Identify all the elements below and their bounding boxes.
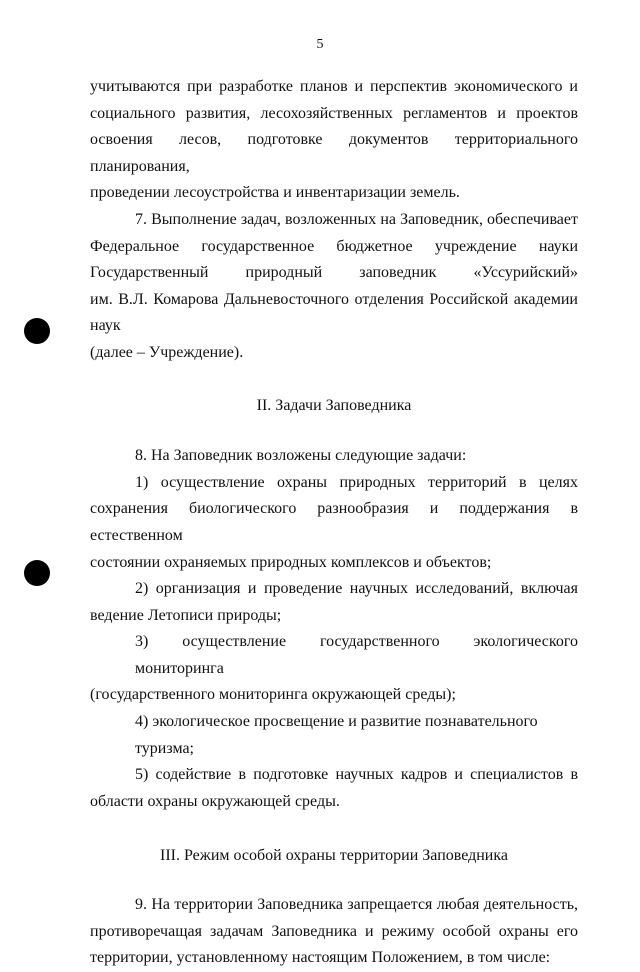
text-line: (далее – Учреждение). bbox=[90, 343, 244, 361]
task-item-5 bbox=[90, 762, 578, 815]
document-body bbox=[90, 74, 578, 972]
text-line: Федеральное государственное бюджетное учреждение науки bbox=[90, 237, 578, 255]
text-line: области охраны окружающей среды. bbox=[90, 792, 340, 810]
text-line: 3) осуществление государственного экологического мониторинга bbox=[135, 633, 578, 677]
text-line: освоения лесов, подготовке документов территориального планирования, bbox=[90, 131, 578, 175]
page-number: 5 bbox=[316, 37, 324, 52]
text-line: сохранения биологического разнообразия и поддержания в естественном bbox=[90, 500, 578, 544]
task-item-4 bbox=[90, 709, 578, 762]
paragraph-continued bbox=[90, 74, 578, 207]
text-line: состоянии охраняемых природных комплексов и объектов; bbox=[90, 553, 492, 571]
section-heading-2: II. Задачи Заповедника bbox=[256, 396, 412, 414]
text-line: 5) содействие в подготовке научных кадров и специалистов в bbox=[135, 766, 578, 784]
task-item-3 bbox=[90, 629, 578, 709]
text-line: Государственный природный заповедник «Уссурийский» bbox=[90, 264, 578, 282]
text-line: 2) организация и проведение научных исследований, включая bbox=[135, 580, 578, 598]
text-line: им. В.Л. Комарова Дальневосточного отделения Российской академии наук bbox=[90, 290, 578, 335]
text-line: проведении лесоустройства и инвентаризации земель. bbox=[90, 184, 460, 202]
paragraph-8: 8. На Заповедник возложены следующие задачи: bbox=[135, 447, 467, 465]
paragraph-7 bbox=[90, 207, 578, 367]
punch-hole-bottom bbox=[24, 560, 50, 586]
text-line: 4) экологическое просвещение и развитие познавательного туризма; bbox=[135, 713, 538, 757]
text-line: (государственного мониторинга окружающей среды); bbox=[90, 686, 456, 704]
task-item-2 bbox=[90, 576, 578, 629]
text-line: 9. На территории Заповедника запрещается любая деятельность, bbox=[135, 896, 578, 914]
paragraph-9 bbox=[90, 892, 578, 972]
text-line: ведение Летописи природы; bbox=[90, 606, 282, 624]
text-line: 1) осуществление охраны природных территорий в целях bbox=[135, 473, 578, 491]
text-line: социального развития, лесохозяйственных регламентов и проектов bbox=[90, 104, 578, 122]
punch-hole-top bbox=[24, 318, 50, 344]
task-item-1 bbox=[90, 470, 578, 576]
text-line: территории, установленному настоящим Положением, в том числе: bbox=[90, 949, 551, 967]
text-line: противоречащая задачам Заповедника и режиму особой охраны его bbox=[90, 922, 578, 940]
text-line: учитываются при разработке планов и перспектив экономического и bbox=[90, 78, 578, 95]
text-line: 7. Выполнение задач, возложенных на Заповедник, обеспечивает bbox=[135, 210, 578, 228]
section-heading-3: III. Режим особой охраны территории Заповедника bbox=[159, 847, 508, 865]
